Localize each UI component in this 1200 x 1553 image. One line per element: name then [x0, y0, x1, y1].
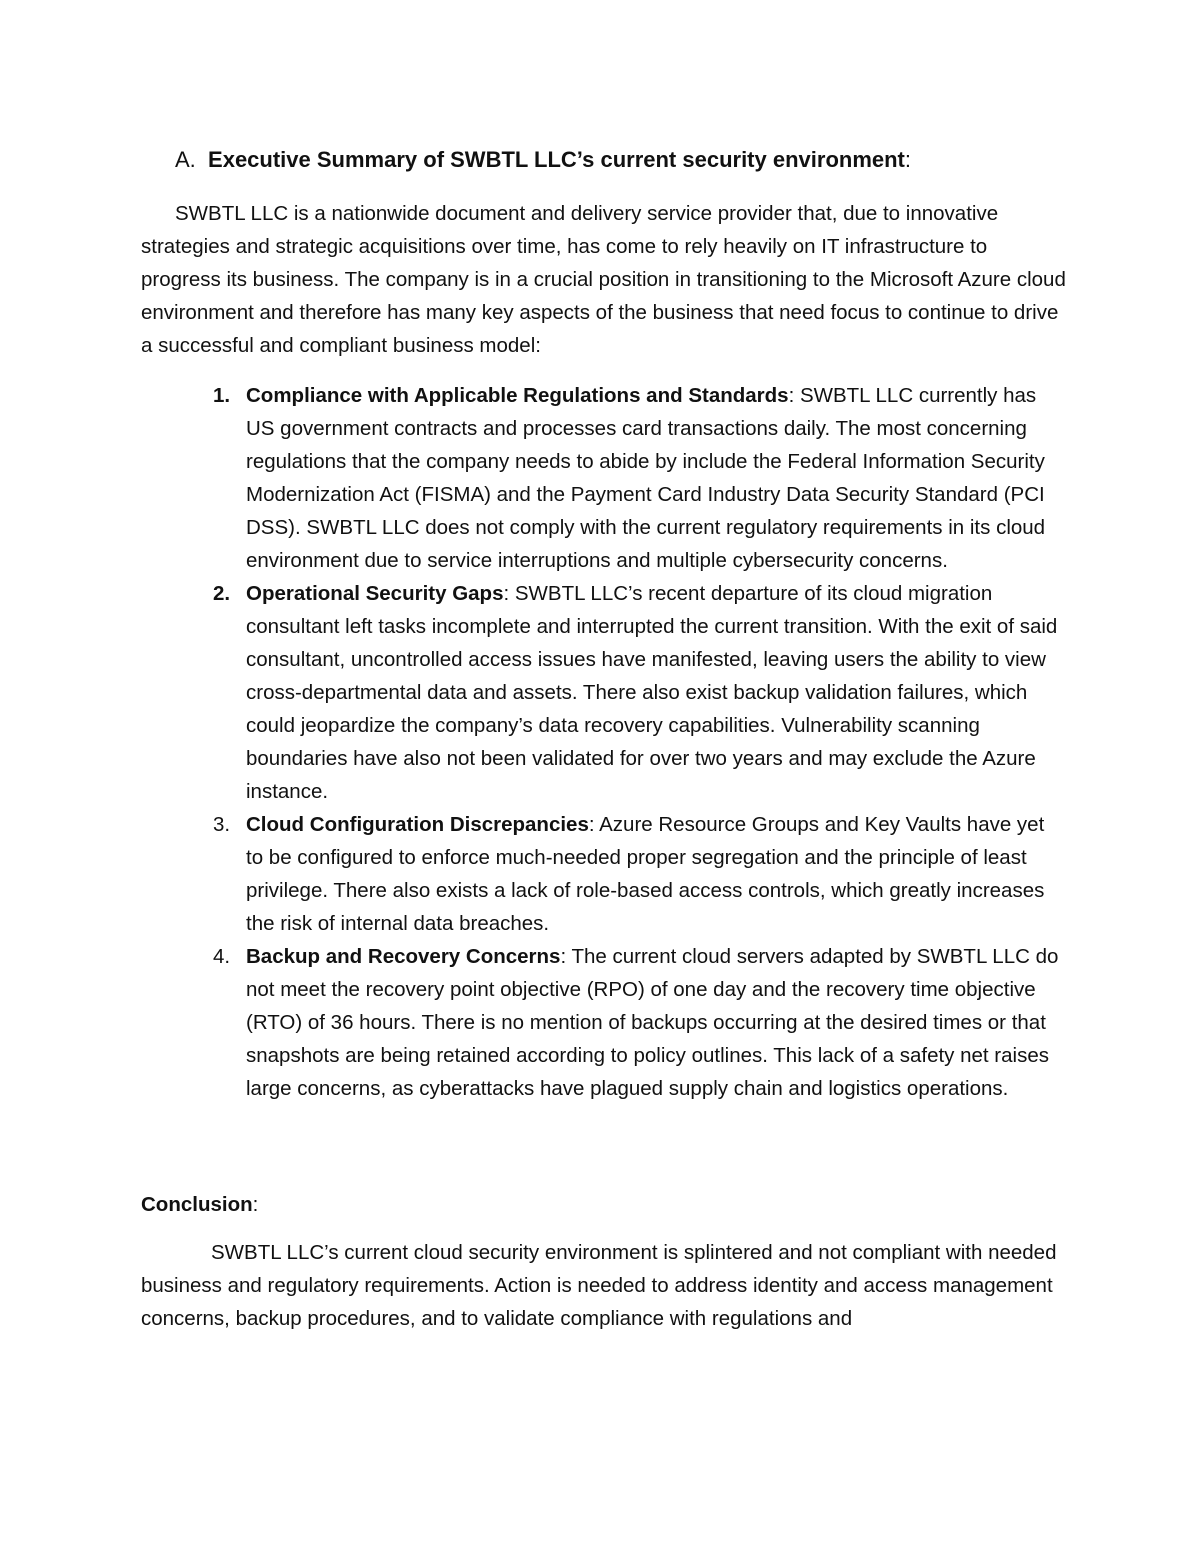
section-heading-a — [175, 140, 1066, 180]
list-item — [141, 577, 1066, 808]
findings-list — [141, 379, 1066, 1105]
document-body — [141, 140, 1066, 1335]
list-item-text: : The current cloud servers adapted by SWBTL LLC do not meet the recovery point objective (RPO) of one day and the recovery time objective (RTO) of 36 hours. There is no mention of backups occurring at the desired times or that snapshots are being retained according to policy outlines. This lack of a safety net raises large concerns, as cyberattacks have plagued supply chain and logistics operations. — [246, 945, 1059, 1100]
conclusion-heading-colon: : — [252, 1193, 259, 1216]
conclusion-paragraph: SWBTL LLC’s current cloud security environment is splintered and not compliant with needed business and regulatory requirements. Action is needed to address identity and access management concerns, backup procedures, and to validate compliance with regulations and — [141, 1241, 1057, 1330]
list-item-lead: Operational Security Gaps — [246, 582, 504, 605]
list-item-number: 2. — [213, 582, 231, 605]
list-item-text: : Azure Resource Groups and Key Vaults have yet to be configured to enforce much-needed proper segregation and the principle of least privilege. There also exists a lack of role-based access controls, which greatly increases the risk of internal data breaches. — [246, 813, 1045, 935]
conclusion-heading-text: Conclusion — [141, 1193, 253, 1216]
list-item-text: : SWBTL LLC’s recent departure of its cloud migration consultant left tasks incomplete and interrupted the current transition. With the exit of said consultant, uncontrolled access issues have manifested, leaving users the ability to view cross-departmental data and assets. There also exist backup validation failures, which could jeopardize the company’s data recovery capabilities. Vulnerability scanning boundaries have also not been validated for over two years and may exclude the Azure instance. — [246, 582, 1058, 803]
list-item-text: : SWBTL LLC currently has US government contracts and processes card transactions daily. The most concerning regulations that the company needs to abide by include the Federal Information Security Modernization Act (FISMA) and the Payment Card Industry Data Security Standard (PCI DSS). SWBTL LLC does not comply with the current regulatory requirements in its cloud environment due to service interruptions and multiple cybersecurity concerns. — [246, 384, 1046, 572]
list-item — [141, 379, 1066, 577]
intro-paragraph: SWBTL LLC is a nationwide document and delivery service provider that, due to innovative strategies and strategic acquisitions over time, has come to rely heavily on IT infrastructure to progress its business. The company is in a crucial position in transitioning to the Microsoft Azure cloud environment and therefore has many key aspects of the business that need focus to continue to drive a successful and compliant business model: — [141, 202, 1066, 357]
list-item — [141, 940, 1066, 1105]
section-title-colon: : — [904, 147, 912, 172]
list-item-number: 4. — [213, 945, 231, 968]
list-item-number: 1. — [213, 384, 231, 407]
list-item-lead: Cloud Configuration Discrepancies — [246, 813, 589, 836]
list-item-lead: Backup and Recovery Concerns — [246, 945, 561, 968]
section-letter: A. — [175, 147, 196, 172]
section-title: Executive Summary of SWBTL LLC’s current security environment — [208, 147, 905, 172]
list-item-lead: Compliance with Applicable Regulations and Standards — [246, 384, 789, 407]
conclusion-heading — [141, 1188, 1066, 1221]
list-item-number: 3. — [213, 813, 231, 836]
list-item — [141, 808, 1066, 940]
